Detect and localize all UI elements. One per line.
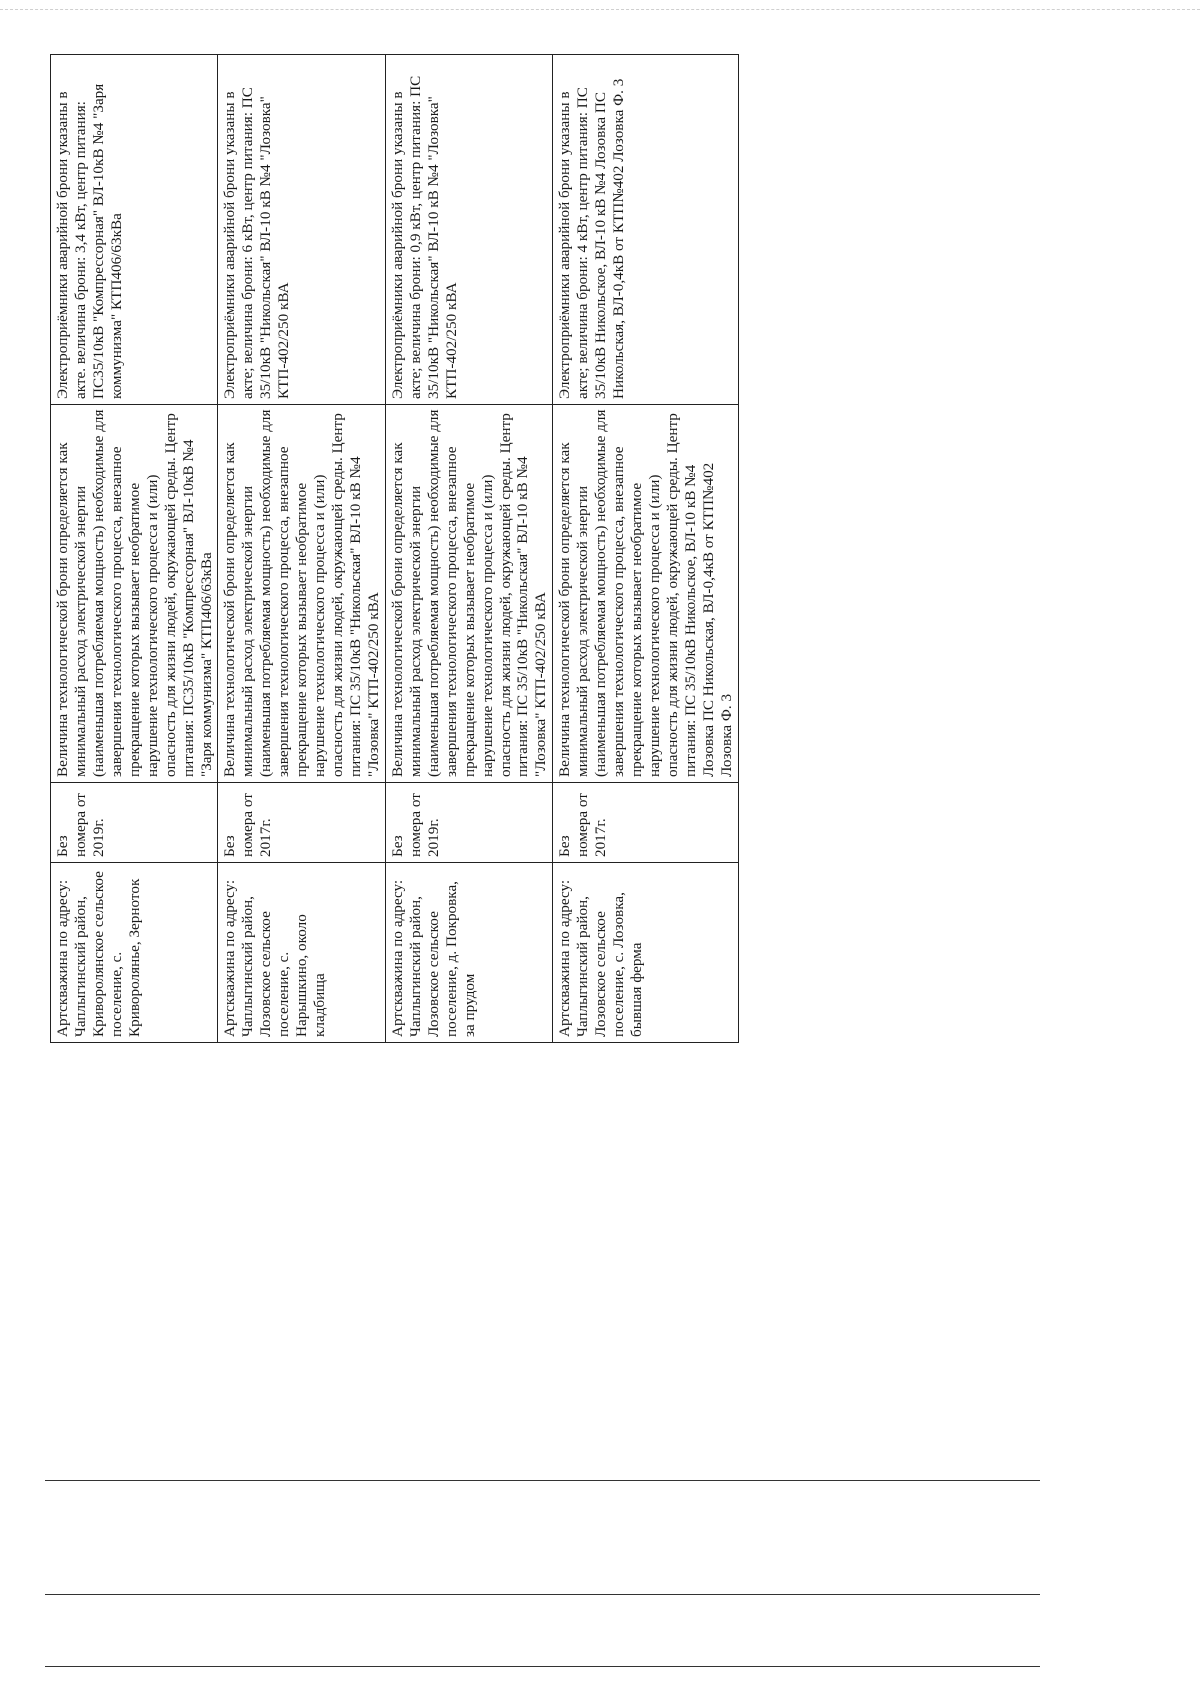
table-row bbox=[51, 55, 218, 1043]
definition-cell: Величина технологической брони определяется как минимальный расход электрической энергии (наименьшая потребляемая мощность) необходимые для завершения технологического процесса, внезапное прекращение которых вызывает необратимое нарушение технологического процесса и (или) опасность для жизни людей, окружающей среды. Центр питания: ПС 35/10кВ "Никольская" ВЛ-10 кВ №4 "Лозовка" КТП-402/250 кВА bbox=[385, 405, 552, 783]
emergency-reserve-table bbox=[50, 54, 739, 1043]
act-cell: Без номера от 2019г. bbox=[51, 783, 218, 863]
object-cell: Артскважина по адресу: Чаплыгинский район, Криворолянское сельское поселение, с. Криворолянье, Зерноток bbox=[51, 863, 218, 1043]
definition-cell: Величина технологической брони определяется как минимальный расход электрической энергии (наименьшая потребляемая мощность) необходимые для завершения технологического процесса, внезапное прекращение которых вызывает необратимое нарушение технологического процесса и (или) опасность для жизни людей, окружающей среды. Центр питания: ПС 35/10кВ Никольское, ВЛ-10 кВ №4 Лозовка ПС Никольская, ВЛ-0,4кВ от КТП№402 Лозовка Ф. 3 bbox=[553, 405, 738, 783]
signature-line bbox=[45, 1666, 1040, 1667]
signature-line bbox=[45, 1594, 1040, 1595]
table-row bbox=[218, 55, 385, 1043]
definition-cell: Величина технологической брони определяется как минимальный расход электрической энергии (наименьшая потребляемая мощность) необходимые для завершения технологического процесса, внезапное прекращение которых вызывает необратимое нарушение технологического процесса и (или) опасность для жизни людей, окружающей среды. Центр питания: ПС35/10кВ "Компрессорная" ВЛ-10кВ №4 "Заря коммунизма" КТП406/63кВа bbox=[51, 405, 218, 783]
act-cell: Без номера от 2017г. bbox=[553, 783, 738, 863]
scan-top-edge bbox=[0, 9, 1200, 10]
reserve-value-cell: Электроприёмники аварийной брони указаны в акте. величина брони: 3,4 кВт, центр питания: ПС35/10кВ "Компрессорная" ВЛ-10кВ №4 "Заря коммунизма" КТП406/63кВа bbox=[51, 55, 218, 405]
table-row bbox=[385, 55, 552, 1043]
signature-line bbox=[45, 1480, 1040, 1481]
table-rotator bbox=[50, 55, 735, 1043]
definition-cell: Величина технологической брони определяется как минимальный расход электрической энергии (наименьшая потребляемая мощность) необходимые для завершения технологического процесса, внезапное прекращение которых вызывает необратимое нарушение технологического процесса и (или) опасность для жизни людей, окружающей среды. Центр питания: ПС 35/10кВ "Никольская" ВЛ-10 кВ №4 "Лозовка" КТП-402/250 кВА bbox=[218, 405, 385, 783]
table-container bbox=[50, 55, 735, 1043]
act-cell: Без номера от 2017г. bbox=[218, 783, 385, 863]
reserve-value-cell: Электроприёмники аварийной брони указаны в акте; величина брони: 4 кВт, центр питания: ПС 35/10кВ Никольское, ВЛ-10 кВ №4 Лозовка ПС Никольская, ВЛ-0,4кВ от КТП№402 Лозовка Ф. 3 bbox=[553, 55, 738, 405]
act-cell: Без номера от 2019г. bbox=[385, 783, 552, 863]
object-cell: Артскважина по адресу: Чаплыгинский район, Лозовское сельское поселение, с. Нарышкино, около кладбища bbox=[218, 863, 385, 1043]
object-cell: Артскважина по адресу: Чаплыгинский район, Лозовское сельское поселение, д. Покровка, за прудом bbox=[385, 863, 552, 1043]
reserve-value-cell: Электроприёмники аварийной брони указаны в акте; величина брони: 6 кВт, центр питания: ПС 35/10кВ "Никольская" ВЛ-10 кВ №4 "Лозовка" КТП-402/250 кВА bbox=[218, 55, 385, 405]
reserve-value-cell: Электроприёмники аварийной брони указаны в акте; величина брони: 0,9 кВт, центр питания: ПС 35/10кВ "Никольская" ВЛ-10 кВ №4 "Лозовка" КТП-402/250 кВА bbox=[385, 55, 552, 405]
object-cell: Артскважина по адресу: Чаплыгинский район, Лозовское сельское поселение, с. Лозовка, бывшая ферма bbox=[553, 863, 738, 1043]
table-row bbox=[553, 55, 738, 1043]
